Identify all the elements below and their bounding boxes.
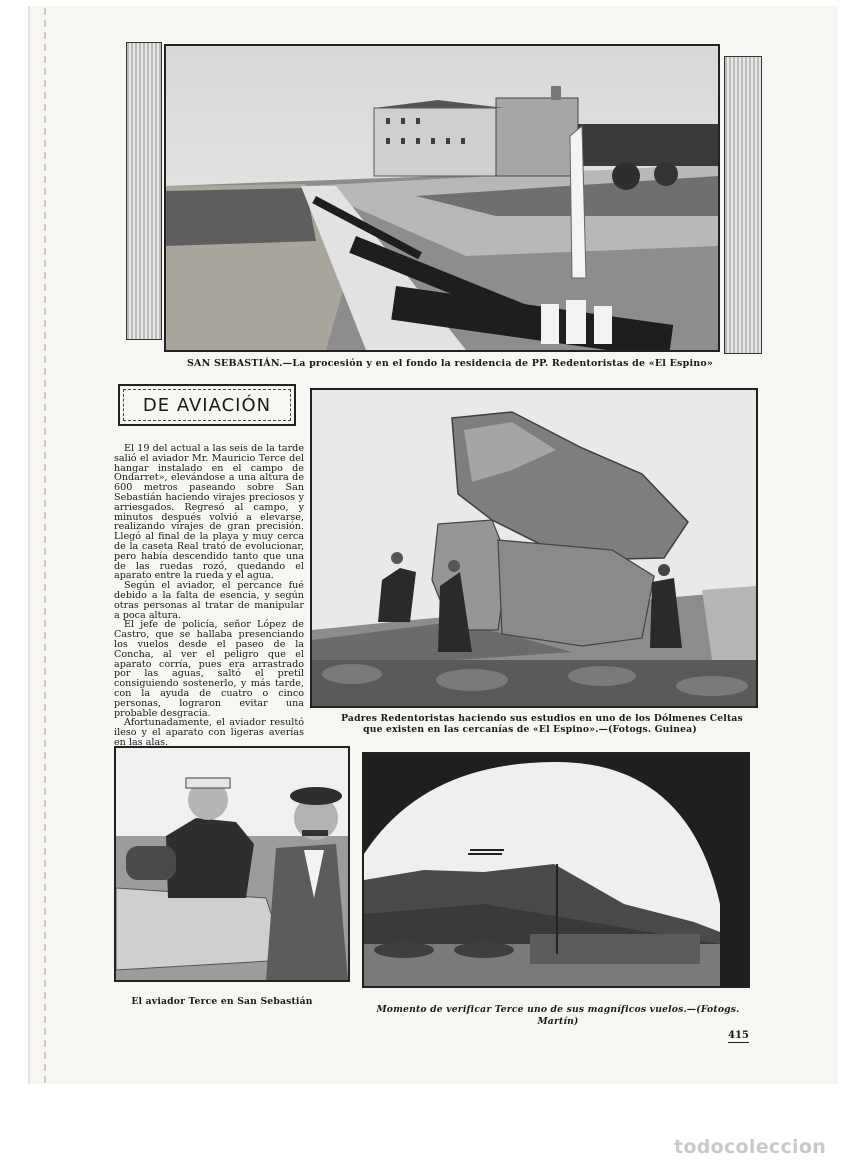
dolmen-caption-line1: Padres Redentoristas haciendo sus estudios en uno de los Dólmenes Celtas [341,713,743,724]
article-paragraph: Según el aviador, el percance fué debido a la falta de esencia, y según otras personas al tratar de manipular a poca altura. [114,580,304,621]
flight-caption: Momento de verificar Terce uno de sus magníficos vuelos.—(Fotogs. Martín) [376,1004,740,1027]
aviator-caption: El aviador Terce en San Sebastián [131,996,313,1007]
article-paragraph: El 19 del actual a las seis de la tarde salió el aviador Mr. Mauricio Terce del hangar instalado en el campo de Ondarret», elevándose a una altura de 600 metros paseando sobre San Sebastián haciendo virajes preciosos y arriesgados. Regresó al campo, y minutos después volvió a elevarse, realizando virajes de gran precisión. Llegó al final de la playa y muy cerca de la caseta Real trató de evolucionar, pero había descendido tanto que una de las ruedas rozó, quedando el aparato entre la rueda y el agua. [114,443,304,582]
right-photo-border [724,56,762,354]
page-number: 415 [728,1030,749,1041]
dolmen-photo [310,388,758,708]
left-photo-border [126,42,162,340]
aviator-photo [114,746,350,982]
article-title-box [118,384,296,426]
dolmen-caption-line2: que existen en las cercanías de «El Espino».—(Fotogs. Guinea) [363,724,697,735]
flight-photo [362,752,750,988]
procession-caption: SAN SEBASTIÁN.—La procesión y en el fondo la residencia de PP. Redentoristas de «El Espino» [186,358,714,369]
watermark-logo: todocoleccion [674,1136,827,1158]
article-paragraph: El jefe de policía, señor López de Castro, que se hallaba presenciando los vuelos desde el paseo de la Concha, al ver el peligro que el aparato corría, pues era arrastrado por las aguas, saltó el pretil consiguiendo sostenerlo, y más tarde, con la ayuda de cuatro o cinco personas, lograron evitar una probable desgracia. [114,619,304,719]
article-title: DE AVIACIÓN [142,395,272,416]
article-paragraph: Afortunadamente, el aviador resultó ileso y el aparato con ligeras averías en las alas. [114,717,304,748]
procession-photo [164,44,720,352]
article-body [114,444,304,748]
binding-margin [44,8,46,1084]
